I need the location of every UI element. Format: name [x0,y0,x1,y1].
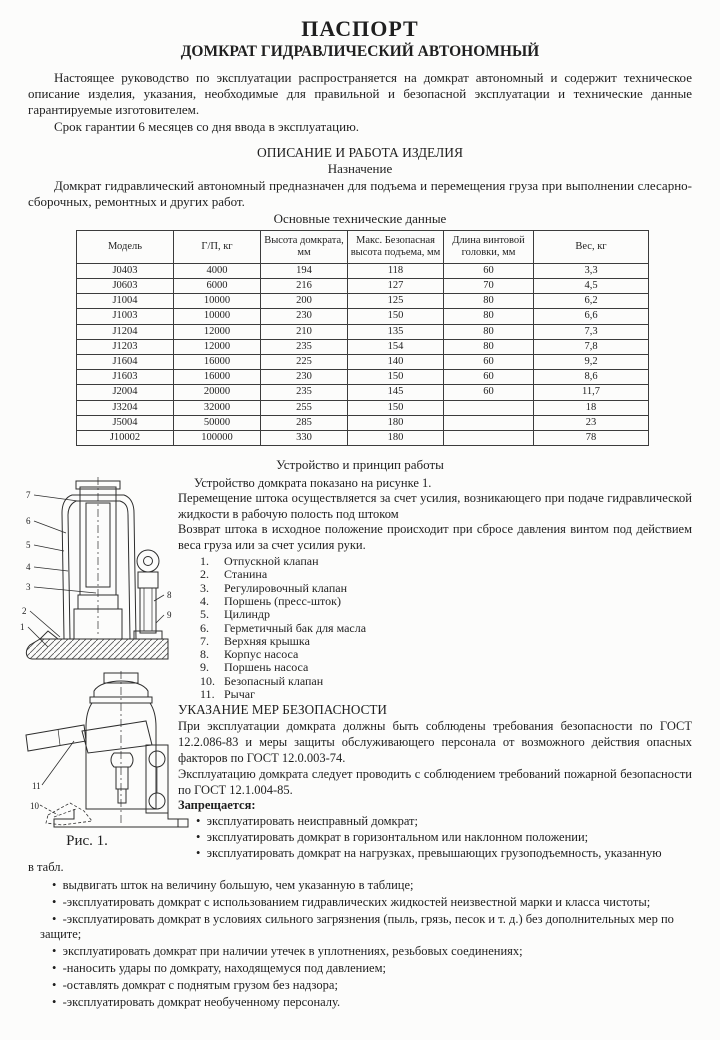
cell: 60 [444,385,534,400]
cell: 200 [261,294,348,309]
cell: 60 [444,370,534,385]
col-header-height: Высота домкрата, мм [261,230,348,263]
cell: 230 [261,370,348,385]
device-text-column [178,475,692,862]
figure-part-number: 10 [30,801,39,812]
cell: 60 [444,354,534,369]
cell: J2004 [77,385,174,400]
part-item: Верхняя крышка [224,633,310,648]
forbidden-item: • эксплуатировать неисправный домкрат; [196,814,692,830]
cell: J1204 [77,324,174,339]
doc-title: ПАСПОРТ [301,16,419,41]
cell: 216 [261,279,348,294]
figure-caption: Рис. 1. [66,833,108,850]
cell: 225 [261,354,348,369]
cell [444,430,534,445]
cell: J1203 [77,339,174,354]
wrapped-continuation: в табл. [28,860,64,875]
col-header-capacity: Г/П, кг [174,230,261,263]
cell: 23 [534,415,649,430]
cell: J1604 [77,354,174,369]
part-item: Безопасный клапан [224,673,324,688]
cell: 6,6 [534,309,649,324]
cell: 8,6 [534,370,649,385]
table-row [77,294,649,309]
table-row [77,324,649,339]
table-row [77,370,649,385]
cell: 100000 [174,430,261,445]
table-row [77,430,649,445]
forbidden-heading: Запрещается: [178,798,256,813]
table-row [77,309,649,324]
part-item: Отпускной клапан [224,554,319,569]
cell: 80 [444,294,534,309]
cell: 78 [534,430,649,445]
table-header-row [77,230,649,263]
figure-part-number: 8 [167,590,172,601]
forbidden-item: • -эксплуатировать домкрат необученному персоналу. [40,995,692,1010]
cell: 127 [348,279,444,294]
part-item: Герметичный бак для масла [224,620,367,635]
device-paragraph-3: Возврат штока в исходное положение происходит при сбросе давления винтом под действием веса груза или за счет усилия руки. [178,522,692,552]
device-paragraph-2: Перемещение штока осуществляется за счет усилия, возникающего при подаче гидравлической жидкости в рабочую полость под штоком [178,491,692,521]
cell: 11,7 [534,385,649,400]
cell: 154 [348,339,444,354]
forbidden-item: • эксплуатировать домкрат в горизонтальном или наклонном положении; [196,830,692,846]
part-item: Поршень насоса [224,660,309,675]
cell: J1603 [77,370,174,385]
cell: 32000 [174,400,261,415]
cell: 145 [348,385,444,400]
figure-part-number: 11 [32,781,41,792]
forbidden-item: • эксплуатировать домкрат на нагрузках, превышающих грузоподъемность, указанную [196,846,692,862]
cell: 18 [534,400,649,415]
table-row [77,400,649,415]
cell: 7,8 [534,339,649,354]
cell: 20000 [174,385,261,400]
cell: J10002 [77,430,174,445]
cell: 235 [261,385,348,400]
forbidden-list-narrow [196,814,692,861]
cell: 180 [348,415,444,430]
cell: 80 [444,339,534,354]
forbidden-item: • -эксплуатировать домкрат с использованием гидравлических жидкостей неизвестной марки и класса чистоты; [40,895,692,910]
table-row [77,339,649,354]
cell: 235 [261,339,348,354]
cell: 80 [444,309,534,324]
cell: 210 [261,324,348,339]
part-item: Корпус насоса [224,647,299,662]
forbidden-item: • -эксплуатировать домкрат в условиях сильного загрязнения (пыль, грязь, песок и т. д.) без дополнительных мер по защите; [40,912,692,941]
part-item: Рычаг [224,687,256,702]
cell: 135 [348,324,444,339]
figure-part-number: 2 [22,606,27,617]
col-header-max-lift: Макс. Безопасная высота подъема, мм [348,230,444,263]
cell: 10000 [174,294,261,309]
figure-part-number: 1 [20,622,25,633]
table-row [77,279,649,294]
cell: 16000 [174,370,261,385]
document-page [0,16,720,1040]
figure-part-number: 7 [26,490,31,501]
section-heading-device: Устройство и принцип работы [276,457,444,473]
col-header-screw-length: Длина винтовой головки, мм [444,230,534,263]
figure-part-number: 4 [26,562,31,573]
table-title: Основные технические данные [273,210,447,226]
cell: 60 [444,263,534,278]
device-paragraph-1: Устройство домкрата показано на рисунке 1. [194,476,432,491]
cell: 16000 [174,354,261,369]
cell: 50000 [174,415,261,430]
forbidden-item: • -наносить удары по домкрату, находящемуся под давлением; [40,961,692,976]
forbidden-list-wide [40,878,692,1010]
table-row [77,385,649,400]
cell: 10000 [174,309,261,324]
figure-1 [18,473,188,850]
parts-list [200,555,692,701]
warranty-line: Срок гарантии 6 месяцев со дня ввода в эксплуатацию. [54,118,360,134]
cell: 6,2 [534,294,649,309]
cell: 180 [348,430,444,445]
part-item: Цилиндр [224,607,271,622]
cell: 330 [261,430,348,445]
table-row [77,415,649,430]
cell: 150 [348,400,444,415]
jack-cross-section-figure [18,473,178,665]
device-section-body [20,475,692,860]
figure-part-number: 6 [26,516,31,527]
cell: 255 [261,400,348,415]
cell: 4,5 [534,279,649,294]
cell: 140 [348,354,444,369]
cell: J1003 [77,309,174,324]
safety-paragraph-2: Эксплуатацию домкрата следует проводить с соблюдением требований пожарной безопасности по ГОСТ 12.1.004-85. [178,767,692,798]
cell: 12000 [174,339,261,354]
cell [444,400,534,415]
cell: 70 [444,279,534,294]
cell: 9,2 [534,354,649,369]
cell: 285 [261,415,348,430]
subsection-purpose: Назначение [327,160,393,176]
safety-paragraph-1: При эксплуатации домкрата должны быть соблюдены требования безопасности по ГОСТ 12.2.086-83 и меры защиты обслуживающего персонала от возможного действия опасных факторов по ГОСТ 12.0.003-74. [178,719,692,766]
cell: 3,3 [534,263,649,278]
cell: 6000 [174,279,261,294]
section-heading-description: ОПИСАНИЕ И РАБОТА ИЗДЕЛИЯ [256,144,464,160]
col-header-model: Модель [77,230,174,263]
doc-subtitle: ДОМКРАТ ГИДРАВЛИЧЕСКИЙ АВТОНОМНЫЙ [180,43,540,60]
cell: 80 [444,324,534,339]
cell [444,415,534,430]
figure-part-number: 3 [26,582,31,593]
figure-part-number: 9 [167,610,172,621]
forbidden-list-wide-section [28,860,692,1010]
spec-table [76,230,649,446]
table-row [77,354,649,369]
cell: 150 [348,370,444,385]
cell: 12000 [174,324,261,339]
cell: 7,3 [534,324,649,339]
cell: J5004 [77,415,174,430]
cell: 118 [348,263,444,278]
section-heading-safety: УКАЗАНИЕ МЕР БЕЗОПАСНОСТИ [178,702,387,718]
cell: J0403 [77,263,174,278]
figure-part-number: 5 [26,540,31,551]
cell: J1004 [77,294,174,309]
cell: 125 [348,294,444,309]
part-item: Регулировочный клапан [224,580,348,595]
part-item: Поршень (пресс-шток) [224,593,341,608]
forbidden-item: • -оставлять домкрат с поднятым грузом без надзора; [40,978,692,993]
intro-paragraph: Настоящее руководство по эксплуатации распространяется на домкрат автономный и содержит техническое описание изделия, указания, необходимые для правильной и безопасной эксплуатации и технические данные гарантируемые изготовителем. [28,70,692,118]
cell: 4000 [174,263,261,278]
cell: J3204 [77,400,174,415]
col-header-weight: Вес, кг [534,230,649,263]
jack-external-figure [18,669,196,831]
table-row [77,263,649,278]
forbidden-item: • выдвигать шток на величину большую, чем указанную в таблице; [40,878,692,893]
cell: J0603 [77,279,174,294]
purpose-paragraph: Домкрат гидравлический автономный предназначен для подъема и перемещения груза при выполнении слесарно-сборочных, ремонтных и других работ. [28,177,692,209]
part-item: Станина [224,567,268,582]
forbidden-item: • эксплуатировать домкрат при наличии утечек в уплотнениях, резьбовых соединениях; [40,944,692,959]
cell: 230 [261,309,348,324]
cell: 150 [348,309,444,324]
cell: 194 [261,263,348,278]
